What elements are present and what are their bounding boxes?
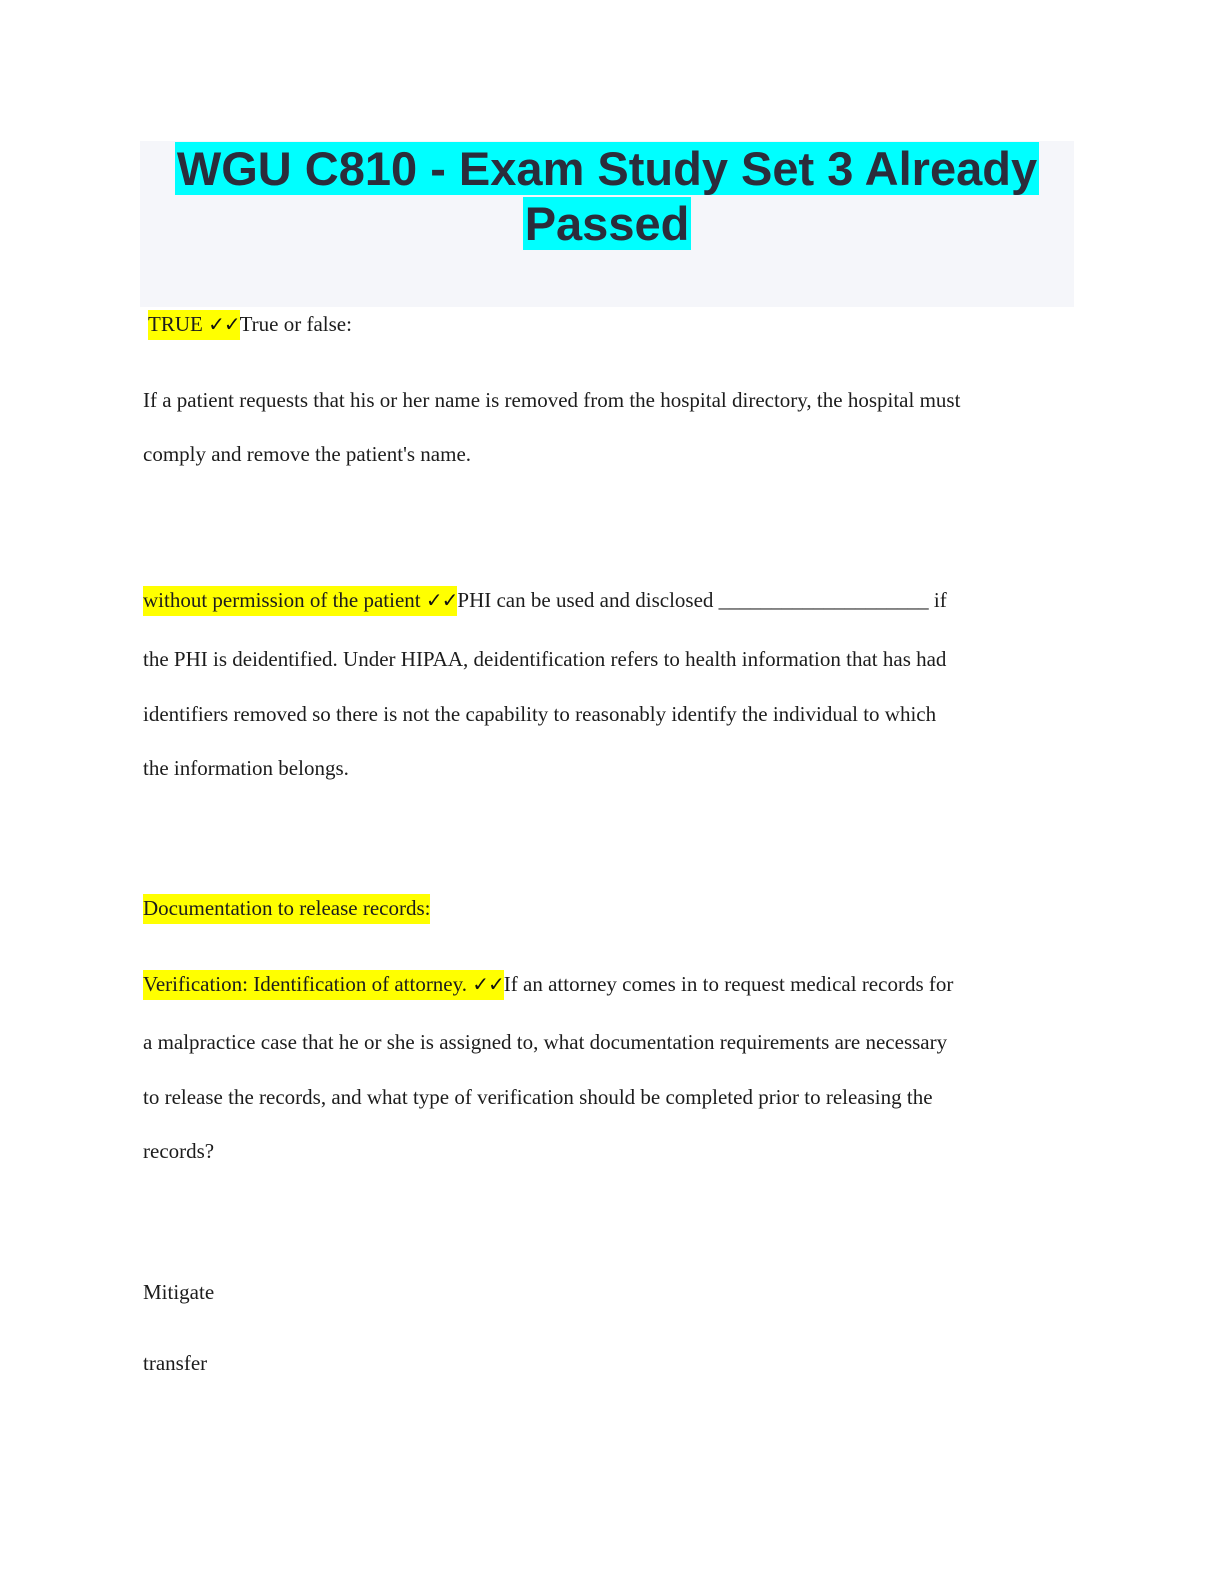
qa-3-line-3: records? — [143, 1139, 215, 1163]
qa-1-line-1: If a patient requests that his or her name is removed from the hospital directory, the hospital must — [143, 388, 961, 412]
qa-3-line-2: to release the records, and what type of verification should be completed prior to releasing the — [143, 1085, 933, 1109]
title-line-1: WGU C810 - Exam Study Set 3 Already — [176, 142, 1038, 195]
qa-2-answer-highlight — [143, 586, 457, 616]
qa-3-answer-highlight — [143, 970, 504, 1000]
qa-1-header — [148, 310, 352, 338]
qa-2-line-3: the information belongs. — [143, 756, 349, 780]
qa-2-question-start: PHI can be used and disclosed ____________________ if — [457, 588, 947, 612]
qa-1-answer-highlight — [148, 310, 240, 340]
qa-3-line-1: a malpractice case that he or she is assigned to, what documentation requirements are necessary — [143, 1030, 948, 1054]
extra-line-transfer: transfer — [143, 1351, 208, 1375]
double-check-icon: ✓✓ — [472, 972, 504, 996]
qa-3-answer: Verification: Identification of attorney. — [143, 972, 468, 996]
qa-1-question-start: True or false: — [239, 312, 352, 336]
double-check-icon: ✓✓ — [425, 588, 458, 612]
qa-3-answer-line-1-text: Documentation to release records: — [143, 894, 430, 924]
title-line-2: Passed — [524, 197, 690, 250]
qa-3-answer-line-1 — [143, 894, 430, 922]
qa-2-answer: without permission of the patient — [143, 588, 421, 612]
qa-3-header — [143, 970, 953, 998]
title-panel — [140, 141, 1074, 307]
qa-1-line-2: comply and remove the patient's name. — [143, 442, 472, 466]
qa-1-answer: TRUE — [148, 312, 203, 336]
document-title — [140, 141, 1074, 251]
qa-2-line-1: the PHI is deidentified. Under HIPAA, deidentification refers to health information that has had — [143, 647, 947, 671]
double-check-icon: ✓✓ — [208, 312, 240, 336]
qa-2-header — [143, 586, 947, 614]
qa-3-question-start: If an attorney comes in to request medical records for — [503, 972, 954, 996]
extra-line-mitigate: Mitigate — [143, 1280, 215, 1304]
qa-2-line-2: identifiers removed so there is not the capability to reasonably identify the individual to which — [143, 702, 937, 726]
